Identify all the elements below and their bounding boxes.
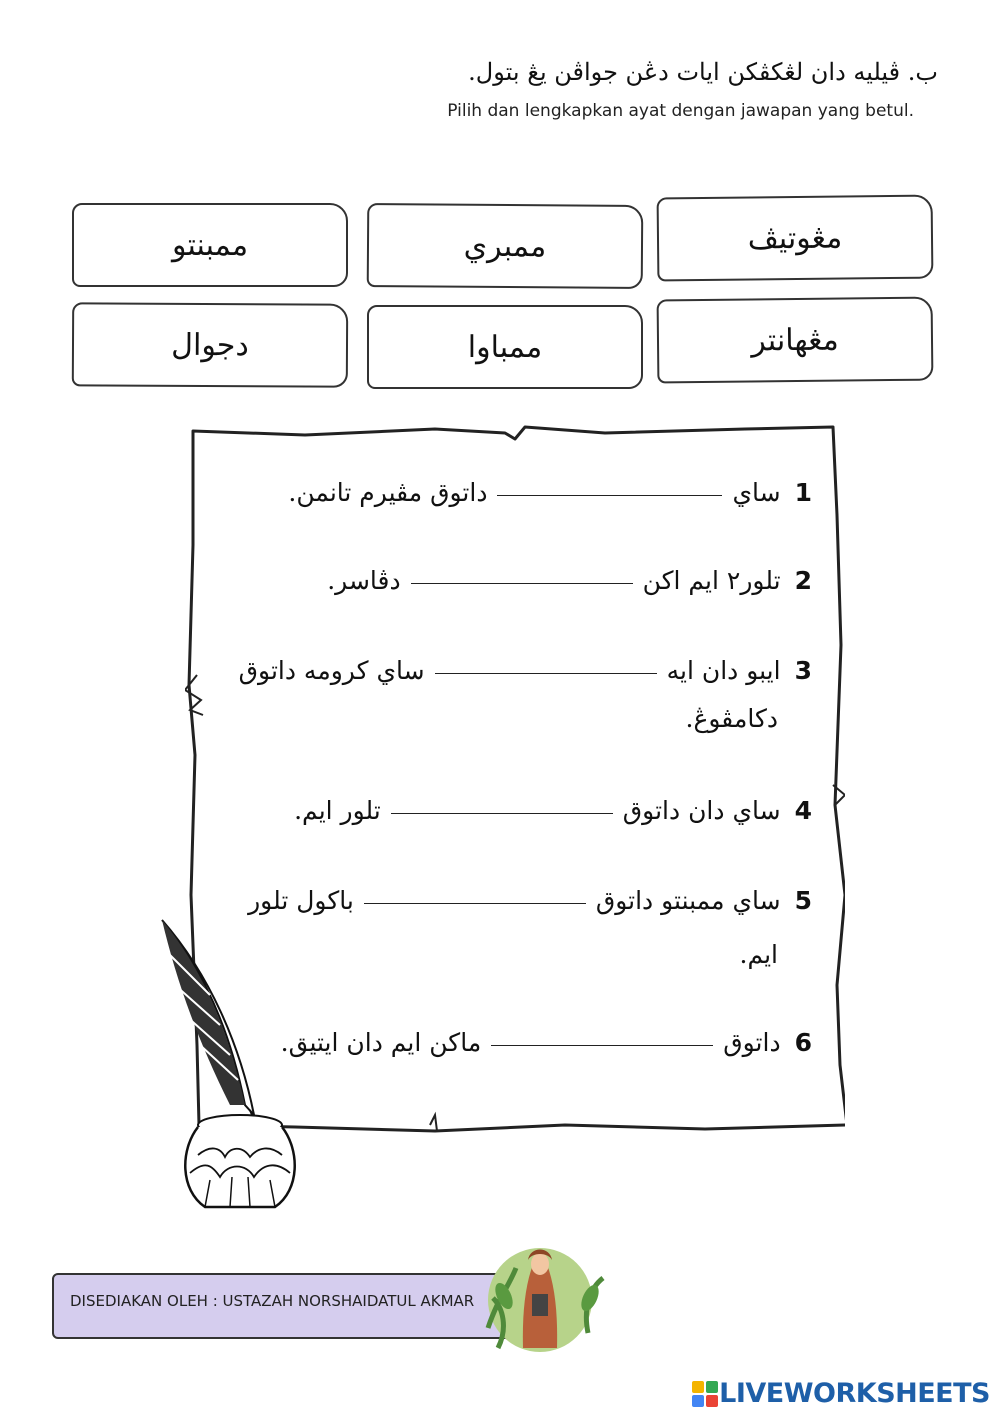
word-option-4[interactable]: مڠهانتر <box>657 297 934 384</box>
instruction-rumi: Pilih dan lengkapkan ayat dengan jawapan yang betul. <box>447 101 914 121</box>
question-4 <box>294 796 812 825</box>
question-text-after: دڤاسر. <box>327 566 401 595</box>
question-text-before: ساي ممبنتو داتوق <box>595 886 781 915</box>
word-option-1[interactable]: مڠوتيڤ <box>657 195 934 282</box>
question-text-after: باکول تلور <box>248 886 354 915</box>
question-text-before: تلور٢ ايم اکن <box>642 566 781 595</box>
question-text-after: داتوق مڤيرم تانمن. <box>288 478 488 507</box>
word-option-5[interactable]: ممباوا <box>367 305 643 389</box>
question-text-before: ساي دان داتوق <box>622 796 781 825</box>
question-number: 3 <box>794 656 812 685</box>
question-3 <box>239 656 812 685</box>
question-number: 5 <box>794 886 812 915</box>
question-text-after: ماکن ايم دان ايتيق. <box>280 1028 482 1057</box>
answer-blank-3[interactable] <box>435 672 657 674</box>
answer-blank-5[interactable] <box>364 902 586 904</box>
question-text-before: ساي <box>732 478 781 507</box>
quill-ink-icon <box>150 915 310 1215</box>
instruction-jawi: ب. ڤيليه دان لڠكڤكن ايات دڠن جواڤن يڠ بتول. <box>468 58 938 86</box>
credit-text: DISEDIAKAN OLEH : USTAZAH NORSHAIDATUL AKMAR <box>70 1292 475 1310</box>
word-option-3[interactable]: ممبنتو <box>72 203 348 287</box>
question-text-after: تلور ايم. <box>294 796 381 825</box>
question-5 <box>248 886 812 915</box>
answer-blank-2[interactable] <box>411 582 633 584</box>
question-text-after: ساي کرومه داتوق <box>238 656 425 685</box>
answer-blank-1[interactable] <box>497 494 722 496</box>
word-option-2[interactable]: ممبري <box>367 203 644 289</box>
question-5-line2: ايم. <box>739 940 778 969</box>
liveworksheets-logo-icon <box>691 1380 719 1408</box>
question-1 <box>288 478 812 507</box>
question-text-before: ايبو دان ايه <box>666 656 781 685</box>
question-number: 6 <box>794 1028 812 1057</box>
question-text-before: داتوق <box>723 1028 781 1057</box>
question-3-line2: دکامڤوڠ. <box>685 704 778 733</box>
question-number: 1 <box>794 478 812 507</box>
answer-blank-4[interactable] <box>391 812 613 814</box>
question-number: 4 <box>794 796 812 825</box>
question-2 <box>327 566 812 595</box>
question-6 <box>281 1028 812 1057</box>
brand-text: LIVEWORKSHEETS <box>719 1378 990 1409</box>
teacher-avatar <box>478 1238 613 1353</box>
answer-blank-6[interactable] <box>491 1044 713 1046</box>
credit-banner <box>52 1273 522 1339</box>
liveworksheets-logo <box>691 1378 990 1409</box>
question-number: 2 <box>794 566 812 595</box>
word-option-6[interactable]: دجوال <box>72 302 348 387</box>
